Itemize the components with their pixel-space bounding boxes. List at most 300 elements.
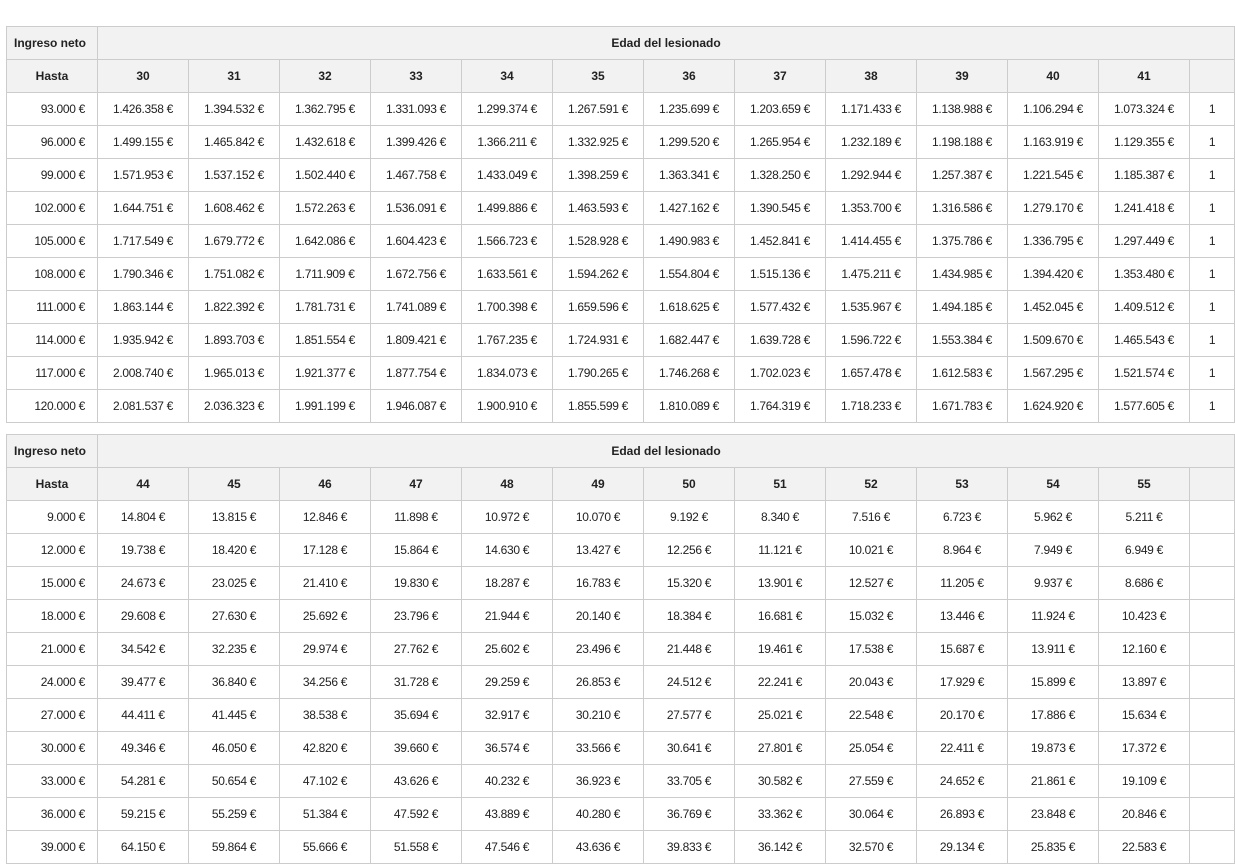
amount-cell: 38.538 € bbox=[280, 699, 371, 732]
amount-cell: 1.751.082 € bbox=[189, 258, 280, 291]
income-cell: 96.000 € bbox=[7, 126, 98, 159]
amount-cell: 1 bbox=[1190, 390, 1235, 423]
amount-cell: 36.923 € bbox=[553, 765, 644, 798]
amount-cell: 49.346 € bbox=[98, 732, 189, 765]
amount-cell: 1.332.925 € bbox=[553, 126, 644, 159]
amount-cell: 24.652 € bbox=[917, 765, 1008, 798]
amount-cell: 1.427.162 € bbox=[644, 192, 735, 225]
amount-cell: 1.672.756 € bbox=[371, 258, 462, 291]
amount-cell: 1.790.265 € bbox=[553, 357, 644, 390]
age-header-row bbox=[7, 60, 1235, 93]
amount-cell: 1.292.944 € bbox=[826, 159, 917, 192]
amount-cell: 1.163.919 € bbox=[1008, 126, 1099, 159]
age-header-cell: 30 bbox=[98, 60, 189, 93]
amount-cell bbox=[1190, 831, 1235, 864]
amount-cell: 22.241 € bbox=[735, 666, 826, 699]
amount-cell: 1.567.295 € bbox=[1008, 357, 1099, 390]
amount-cell: 1.265.954 € bbox=[735, 126, 826, 159]
amount-cell: 11.898 € bbox=[371, 501, 462, 534]
compensation-table-1 bbox=[6, 26, 1235, 423]
amount-cell: 5.211 € bbox=[1099, 501, 1190, 534]
amount-cell: 22.548 € bbox=[826, 699, 917, 732]
amount-cell: 17.929 € bbox=[917, 666, 1008, 699]
income-cell: 36.000 € bbox=[7, 798, 98, 831]
amount-cell: 1.299.374 € bbox=[462, 93, 553, 126]
amount-cell: 1.604.423 € bbox=[371, 225, 462, 258]
amount-cell: 2.036.323 € bbox=[189, 390, 280, 423]
amount-cell: 1.679.772 € bbox=[189, 225, 280, 258]
amount-cell: 1.257.387 € bbox=[917, 159, 1008, 192]
amount-cell: 30.064 € bbox=[826, 798, 917, 831]
amount-cell: 1.432.618 € bbox=[280, 126, 371, 159]
amount-cell: 1.171.433 € bbox=[826, 93, 917, 126]
amount-cell: 1.596.722 € bbox=[826, 324, 917, 357]
amount-cell: 1.639.728 € bbox=[735, 324, 826, 357]
table-row bbox=[7, 357, 1235, 390]
amount-cell: 35.694 € bbox=[371, 699, 462, 732]
amount-cell: 12.846 € bbox=[280, 501, 371, 534]
amount-cell bbox=[1190, 732, 1235, 765]
income-cell: 108.000 € bbox=[7, 258, 98, 291]
amount-cell: 36.840 € bbox=[189, 666, 280, 699]
amount-cell: 1.499.155 € bbox=[98, 126, 189, 159]
amount-cell: 11.121 € bbox=[735, 534, 826, 567]
amount-cell bbox=[1190, 765, 1235, 798]
table-row bbox=[7, 390, 1235, 423]
amount-cell bbox=[1190, 600, 1235, 633]
amount-cell: 1.702.023 € bbox=[735, 357, 826, 390]
amount-cell: 7.516 € bbox=[826, 501, 917, 534]
table-row bbox=[7, 291, 1235, 324]
amount-cell: 1.746.268 € bbox=[644, 357, 735, 390]
amount-cell: 1.399.426 € bbox=[371, 126, 462, 159]
age-header-cell: 51 bbox=[735, 468, 826, 501]
age-header-row bbox=[7, 468, 1235, 501]
amount-cell: 6.949 € bbox=[1099, 534, 1190, 567]
amount-cell: 1.353.700 € bbox=[826, 192, 917, 225]
amount-cell: 1.353.480 € bbox=[1099, 258, 1190, 291]
amount-cell: 41.445 € bbox=[189, 699, 280, 732]
age-header-cell: 49 bbox=[553, 468, 644, 501]
amount-cell: 1 bbox=[1190, 258, 1235, 291]
amount-cell: 21.861 € bbox=[1008, 765, 1099, 798]
amount-cell: 19.738 € bbox=[98, 534, 189, 567]
amount-cell: 1.490.983 € bbox=[644, 225, 735, 258]
group-header-row bbox=[7, 27, 1235, 60]
amount-cell: 1.935.942 € bbox=[98, 324, 189, 357]
amount-cell: 1.834.073 € bbox=[462, 357, 553, 390]
group-header-row bbox=[7, 435, 1235, 468]
amount-cell: 10.972 € bbox=[462, 501, 553, 534]
table-row bbox=[7, 567, 1235, 600]
income-cell: 111.000 € bbox=[7, 291, 98, 324]
amount-cell: 30.641 € bbox=[644, 732, 735, 765]
income-cell: 33.000 € bbox=[7, 765, 98, 798]
amount-cell: 1.633.561 € bbox=[462, 258, 553, 291]
amount-cell: 1 bbox=[1190, 357, 1235, 390]
amount-cell: 1.809.421 € bbox=[371, 324, 462, 357]
age-header-cell: 47 bbox=[371, 468, 462, 501]
age-header-cell bbox=[1190, 60, 1235, 93]
amount-cell: 1.711.909 € bbox=[280, 258, 371, 291]
amount-cell: 13.446 € bbox=[917, 600, 1008, 633]
amount-cell: 1.577.432 € bbox=[735, 291, 826, 324]
amount-cell: 43.889 € bbox=[462, 798, 553, 831]
amount-cell: 1.965.013 € bbox=[189, 357, 280, 390]
amount-cell: 25.692 € bbox=[280, 600, 371, 633]
table-row bbox=[7, 831, 1235, 864]
corner-label: Ingreso neto bbox=[7, 27, 98, 60]
amount-cell: 15.032 € bbox=[826, 600, 917, 633]
amount-cell: 1.465.842 € bbox=[189, 126, 280, 159]
amount-cell: 1.494.185 € bbox=[917, 291, 1008, 324]
amount-cell: 1.528.928 € bbox=[553, 225, 644, 258]
age-header-cell: 44 bbox=[98, 468, 189, 501]
amount-cell: 1.452.045 € bbox=[1008, 291, 1099, 324]
amount-cell: 1.394.420 € bbox=[1008, 258, 1099, 291]
amount-cell: 19.873 € bbox=[1008, 732, 1099, 765]
amount-cell: 1.717.549 € bbox=[98, 225, 189, 258]
amount-cell: 17.538 € bbox=[826, 633, 917, 666]
amount-cell: 36.142 € bbox=[735, 831, 826, 864]
amount-cell: 1.577.605 € bbox=[1099, 390, 1190, 423]
row-header: Hasta bbox=[7, 60, 98, 93]
amount-cell: 10.423 € bbox=[1099, 600, 1190, 633]
table-body bbox=[7, 501, 1235, 864]
amount-cell: 15.864 € bbox=[371, 534, 462, 567]
corner-label: Ingreso neto bbox=[7, 435, 98, 468]
age-header-cell: 55 bbox=[1099, 468, 1190, 501]
amount-cell: 1.299.520 € bbox=[644, 126, 735, 159]
table-row bbox=[7, 534, 1235, 567]
amount-cell: 33.362 € bbox=[735, 798, 826, 831]
amount-cell: 10.070 € bbox=[553, 501, 644, 534]
amount-cell: 27.630 € bbox=[189, 600, 280, 633]
amount-cell: 1.521.574 € bbox=[1099, 357, 1190, 390]
age-header-cell: 35 bbox=[553, 60, 644, 93]
amount-cell: 21.448 € bbox=[644, 633, 735, 666]
amount-cell: 33.705 € bbox=[644, 765, 735, 798]
amount-cell: 1.991.199 € bbox=[280, 390, 371, 423]
income-cell: 120.000 € bbox=[7, 390, 98, 423]
amount-cell: 1.515.136 € bbox=[735, 258, 826, 291]
amount-cell: 55.666 € bbox=[280, 831, 371, 864]
amount-cell: 8.964 € bbox=[917, 534, 1008, 567]
amount-cell: 19.461 € bbox=[735, 633, 826, 666]
amount-cell bbox=[1190, 501, 1235, 534]
amount-cell: 25.021 € bbox=[735, 699, 826, 732]
amount-cell: 32.235 € bbox=[189, 633, 280, 666]
compensation-table-2 bbox=[6, 434, 1235, 864]
amount-cell: 1.394.532 € bbox=[189, 93, 280, 126]
amount-cell: 1.198.188 € bbox=[917, 126, 1008, 159]
income-cell: 12.000 € bbox=[7, 534, 98, 567]
amount-cell: 1.502.440 € bbox=[280, 159, 371, 192]
amount-cell: 29.608 € bbox=[98, 600, 189, 633]
income-cell: 27.000 € bbox=[7, 699, 98, 732]
amount-cell: 34.256 € bbox=[280, 666, 371, 699]
amount-cell: 14.804 € bbox=[98, 501, 189, 534]
amount-cell: 32.917 € bbox=[462, 699, 553, 732]
amount-cell: 1.316.586 € bbox=[917, 192, 1008, 225]
amount-cell: 13.897 € bbox=[1099, 666, 1190, 699]
amount-cell: 46.050 € bbox=[189, 732, 280, 765]
amount-cell: 1.724.931 € bbox=[553, 324, 644, 357]
amount-cell: 1.537.152 € bbox=[189, 159, 280, 192]
income-cell: 93.000 € bbox=[7, 93, 98, 126]
table-row bbox=[7, 126, 1235, 159]
age-header-cell: 45 bbox=[189, 468, 280, 501]
table-row bbox=[7, 93, 1235, 126]
amount-cell: 2.081.537 € bbox=[98, 390, 189, 423]
amount-cell: 9.937 € bbox=[1008, 567, 1099, 600]
amount-cell: 1.921.377 € bbox=[280, 357, 371, 390]
amount-cell: 51.558 € bbox=[371, 831, 462, 864]
amount-cell: 1.822.392 € bbox=[189, 291, 280, 324]
amount-cell: 1.594.262 € bbox=[553, 258, 644, 291]
income-cell: 102.000 € bbox=[7, 192, 98, 225]
table-row bbox=[7, 600, 1235, 633]
amount-cell: 1.877.754 € bbox=[371, 357, 462, 390]
amount-cell: 1.536.091 € bbox=[371, 192, 462, 225]
age-header-cell: 39 bbox=[917, 60, 1008, 93]
amount-cell: 12.256 € bbox=[644, 534, 735, 567]
income-age-table bbox=[6, 26, 1235, 423]
amount-cell: 16.681 € bbox=[735, 600, 826, 633]
table-row bbox=[7, 225, 1235, 258]
amount-cell: 29.974 € bbox=[280, 633, 371, 666]
amount-cell: 1.267.591 € bbox=[553, 93, 644, 126]
amount-cell: 1 bbox=[1190, 225, 1235, 258]
amount-cell: 1.566.723 € bbox=[462, 225, 553, 258]
amount-cell: 26.853 € bbox=[553, 666, 644, 699]
amount-cell: 6.723 € bbox=[917, 501, 1008, 534]
amount-cell: 18.384 € bbox=[644, 600, 735, 633]
amount-cell: 1.203.659 € bbox=[735, 93, 826, 126]
table-row bbox=[7, 633, 1235, 666]
income-cell: 24.000 € bbox=[7, 666, 98, 699]
amount-cell: 16.783 € bbox=[553, 567, 644, 600]
amount-cell: 1 bbox=[1190, 126, 1235, 159]
income-cell: 30.000 € bbox=[7, 732, 98, 765]
age-header-cell: 32 bbox=[280, 60, 371, 93]
amount-cell: 30.582 € bbox=[735, 765, 826, 798]
age-header-cell: 54 bbox=[1008, 468, 1099, 501]
amount-cell: 1.297.449 € bbox=[1099, 225, 1190, 258]
amount-cell: 43.626 € bbox=[371, 765, 462, 798]
amount-cell: 5.962 € bbox=[1008, 501, 1099, 534]
amount-cell: 31.728 € bbox=[371, 666, 462, 699]
amount-cell: 1.571.953 € bbox=[98, 159, 189, 192]
income-cell: 105.000 € bbox=[7, 225, 98, 258]
age-header-cell: 41 bbox=[1099, 60, 1190, 93]
amount-cell: 13.815 € bbox=[189, 501, 280, 534]
age-header-cell: 53 bbox=[917, 468, 1008, 501]
amount-cell: 1.106.294 € bbox=[1008, 93, 1099, 126]
amount-cell: 11.205 € bbox=[917, 567, 1008, 600]
amount-cell: 64.150 € bbox=[98, 831, 189, 864]
amount-cell: 8.340 € bbox=[735, 501, 826, 534]
amount-cell: 1.328.250 € bbox=[735, 159, 826, 192]
amount-cell: 1.232.189 € bbox=[826, 126, 917, 159]
amount-cell: 1.741.089 € bbox=[371, 291, 462, 324]
amount-cell: 39.833 € bbox=[644, 831, 735, 864]
amount-cell: 1.851.554 € bbox=[280, 324, 371, 357]
amount-cell: 15.687 € bbox=[917, 633, 1008, 666]
amount-cell: 1.535.967 € bbox=[826, 291, 917, 324]
amount-cell: 12.160 € bbox=[1099, 633, 1190, 666]
amount-cell: 47.102 € bbox=[280, 765, 371, 798]
row-header: Hasta bbox=[7, 468, 98, 501]
amount-cell: 22.583 € bbox=[1099, 831, 1190, 864]
amount-cell: 1.375.786 € bbox=[917, 225, 1008, 258]
table-row bbox=[7, 765, 1235, 798]
amount-cell: 18.420 € bbox=[189, 534, 280, 567]
amount-cell: 30.210 € bbox=[553, 699, 644, 732]
amount-cell: 20.170 € bbox=[917, 699, 1008, 732]
amount-cell: 47.592 € bbox=[371, 798, 462, 831]
amount-cell: 21.410 € bbox=[280, 567, 371, 600]
income-cell: 9.000 € bbox=[7, 501, 98, 534]
amount-cell: 1.810.089 € bbox=[644, 390, 735, 423]
amount-cell: 20.043 € bbox=[826, 666, 917, 699]
amount-cell: 1.946.087 € bbox=[371, 390, 462, 423]
amount-cell: 42.820 € bbox=[280, 732, 371, 765]
amount-cell: 1.790.346 € bbox=[98, 258, 189, 291]
amount-cell: 1.467.758 € bbox=[371, 159, 462, 192]
amount-cell: 44.411 € bbox=[98, 699, 189, 732]
amount-cell: 25.835 € bbox=[1008, 831, 1099, 864]
amount-cell: 33.566 € bbox=[553, 732, 644, 765]
age-header-cell: 40 bbox=[1008, 60, 1099, 93]
amount-cell bbox=[1190, 567, 1235, 600]
amount-cell: 17.372 € bbox=[1099, 732, 1190, 765]
amount-cell: 40.232 € bbox=[462, 765, 553, 798]
income-cell: 39.000 € bbox=[7, 831, 98, 864]
amount-cell: 20.140 € bbox=[553, 600, 644, 633]
amount-cell: 1.624.920 € bbox=[1008, 390, 1099, 423]
amount-cell: 29.259 € bbox=[462, 666, 553, 699]
table-row bbox=[7, 666, 1235, 699]
amount-cell: 1.331.093 € bbox=[371, 93, 462, 126]
amount-cell: 59.215 € bbox=[98, 798, 189, 831]
amount-cell: 15.899 € bbox=[1008, 666, 1099, 699]
amount-cell: 1.764.319 € bbox=[735, 390, 826, 423]
amount-cell bbox=[1190, 798, 1235, 831]
amount-cell: 17.128 € bbox=[280, 534, 371, 567]
amount-cell: 1.659.596 € bbox=[553, 291, 644, 324]
amount-cell: 50.654 € bbox=[189, 765, 280, 798]
amount-cell: 29.134 € bbox=[917, 831, 1008, 864]
amount-cell: 19.830 € bbox=[371, 567, 462, 600]
amount-cell: 34.542 € bbox=[98, 633, 189, 666]
amount-cell: 1.863.144 € bbox=[98, 291, 189, 324]
amount-cell: 1.138.988 € bbox=[917, 93, 1008, 126]
amount-cell: 1.465.543 € bbox=[1099, 324, 1190, 357]
table-row bbox=[7, 159, 1235, 192]
amount-cell: 1.657.478 € bbox=[826, 357, 917, 390]
amount-cell: 1.855.599 € bbox=[553, 390, 644, 423]
amount-cell: 1.572.263 € bbox=[280, 192, 371, 225]
amount-cell: 36.574 € bbox=[462, 732, 553, 765]
amount-cell: 27.559 € bbox=[826, 765, 917, 798]
amount-cell: 1.129.355 € bbox=[1099, 126, 1190, 159]
age-header-cell: 34 bbox=[462, 60, 553, 93]
income-cell: 99.000 € bbox=[7, 159, 98, 192]
amount-cell: 27.762 € bbox=[371, 633, 462, 666]
amount-cell: 36.769 € bbox=[644, 798, 735, 831]
amount-cell: 1.700.398 € bbox=[462, 291, 553, 324]
amount-cell: 22.411 € bbox=[917, 732, 1008, 765]
age-header-cell: 46 bbox=[280, 468, 371, 501]
table-row bbox=[7, 324, 1235, 357]
amount-cell: 1.409.512 € bbox=[1099, 291, 1190, 324]
amount-cell bbox=[1190, 633, 1235, 666]
amount-cell: 1.767.235 € bbox=[462, 324, 553, 357]
income-age-table bbox=[6, 434, 1235, 864]
amount-cell: 1.434.985 € bbox=[917, 258, 1008, 291]
amount-cell: 1.463.593 € bbox=[553, 192, 644, 225]
amount-cell: 1 bbox=[1190, 291, 1235, 324]
amount-cell: 19.109 € bbox=[1099, 765, 1190, 798]
amount-cell: 12.527 € bbox=[826, 567, 917, 600]
table-row bbox=[7, 501, 1235, 534]
amount-cell: 7.949 € bbox=[1008, 534, 1099, 567]
amount-cell: 10.021 € bbox=[826, 534, 917, 567]
amount-cell: 26.893 € bbox=[917, 798, 1008, 831]
amount-cell: 40.280 € bbox=[553, 798, 644, 831]
amount-cell: 39.477 € bbox=[98, 666, 189, 699]
amount-cell: 13.427 € bbox=[553, 534, 644, 567]
amount-cell: 39.660 € bbox=[371, 732, 462, 765]
amount-cell: 8.686 € bbox=[1099, 567, 1190, 600]
age-header-cell: 36 bbox=[644, 60, 735, 93]
amount-cell: 13.911 € bbox=[1008, 633, 1099, 666]
age-header-cell: 48 bbox=[462, 468, 553, 501]
amount-cell: 1.671.783 € bbox=[917, 390, 1008, 423]
income-cell: 21.000 € bbox=[7, 633, 98, 666]
amount-cell: 1 bbox=[1190, 159, 1235, 192]
amount-cell: 1.398.259 € bbox=[553, 159, 644, 192]
amount-cell: 25.602 € bbox=[462, 633, 553, 666]
income-cell: 15.000 € bbox=[7, 567, 98, 600]
amount-cell: 1 bbox=[1190, 192, 1235, 225]
age-header-cell: 37 bbox=[735, 60, 826, 93]
amount-cell bbox=[1190, 534, 1235, 567]
amount-cell: 1.554.804 € bbox=[644, 258, 735, 291]
table-body bbox=[7, 93, 1235, 423]
amount-cell bbox=[1190, 699, 1235, 732]
age-header-cell: 50 bbox=[644, 468, 735, 501]
amount-cell: 32.570 € bbox=[826, 831, 917, 864]
table-row bbox=[7, 798, 1235, 831]
amount-cell: 15.320 € bbox=[644, 567, 735, 600]
amount-cell: 24.512 € bbox=[644, 666, 735, 699]
amount-cell: 1.553.384 € bbox=[917, 324, 1008, 357]
amount-cell: 1.414.455 € bbox=[826, 225, 917, 258]
age-header-cell: 33 bbox=[371, 60, 462, 93]
amount-cell: 27.577 € bbox=[644, 699, 735, 732]
amount-cell: 23.848 € bbox=[1008, 798, 1099, 831]
amount-cell: 1.644.751 € bbox=[98, 192, 189, 225]
amount-cell bbox=[1190, 666, 1235, 699]
income-cell: 18.000 € bbox=[7, 600, 98, 633]
income-cell: 114.000 € bbox=[7, 324, 98, 357]
amount-cell: 27.801 € bbox=[735, 732, 826, 765]
amount-cell: 1.362.795 € bbox=[280, 93, 371, 126]
amount-cell: 1.185.387 € bbox=[1099, 159, 1190, 192]
amount-cell: 1.279.170 € bbox=[1008, 192, 1099, 225]
